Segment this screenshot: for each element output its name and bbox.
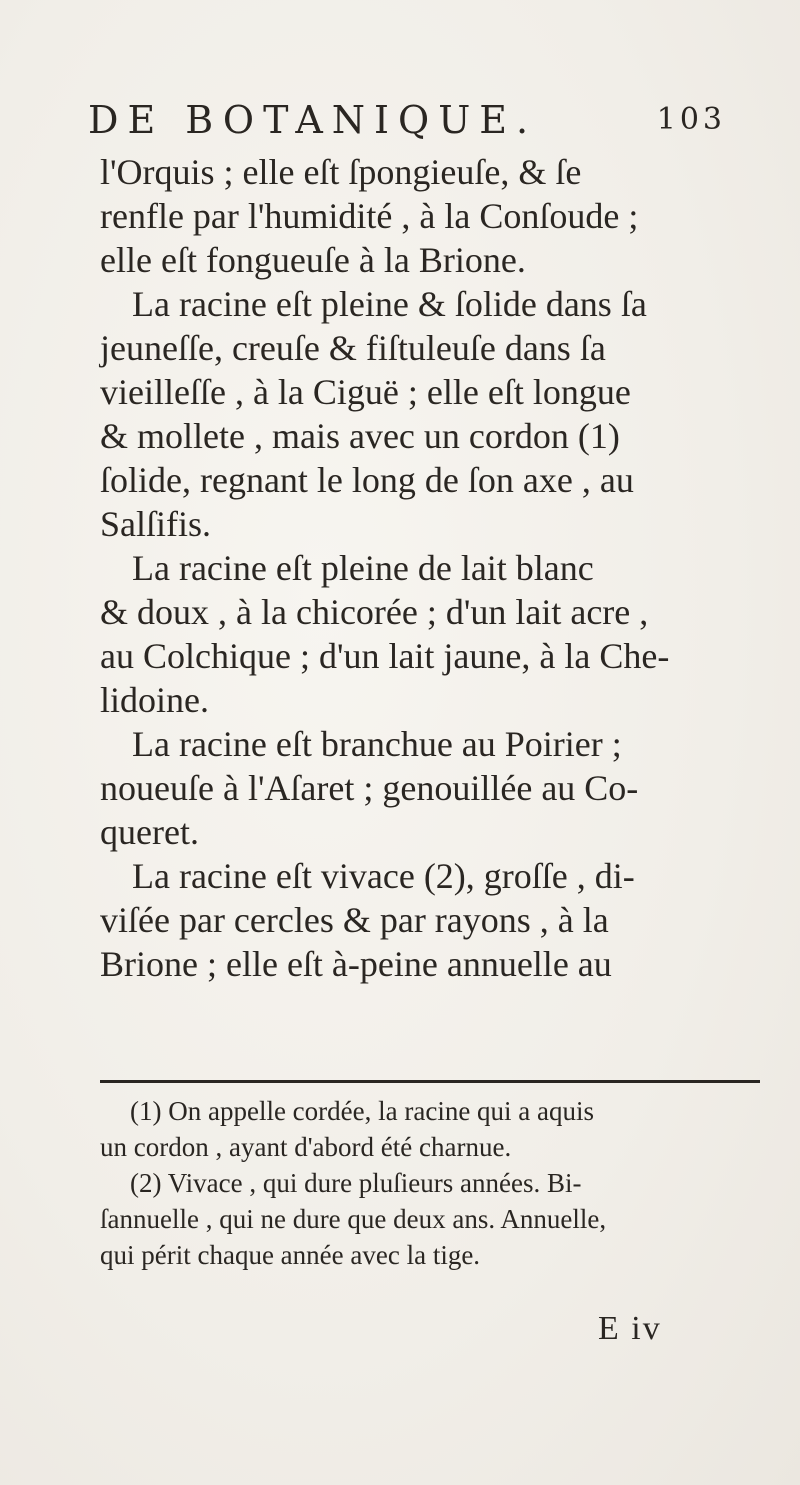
text-line: Salſifis.	[100, 504, 212, 544]
running-title: DE BOTANIQUE.	[88, 98, 538, 142]
footnote-line: (1) On appelle cordée, la racine qui a aquis	[130, 1096, 595, 1126]
text-line: La racine eſt branchue au Poirier ;	[132, 724, 622, 764]
footnote-rule	[100, 1080, 760, 1083]
text-line: La racine eſt pleine & ſolide dans ſa	[132, 284, 647, 324]
footnote-line: ſannuelle , qui ne dure que deux ans. Annuelle,	[100, 1204, 607, 1234]
footnote-line: (2) Vivace , qui dure pluſieurs années. Bi-	[130, 1168, 582, 1198]
text-line: jeuneſſe, creuſe & fiſtuleuſe dans ſa	[100, 328, 606, 368]
text-line: La racine eſt pleine de lait blanc	[132, 548, 594, 588]
text-line: Brione ; elle eſt à-peine annuelle au	[100, 944, 612, 984]
text-line: & doux , à la chicorée ; d'un lait acre ,	[100, 592, 649, 632]
text-line: lidoine.	[100, 680, 209, 720]
text-line: au Colchique ; d'un lait jaune, à la Che-	[100, 636, 670, 676]
footnote-line: un cordon , ayant d'abord été charnue.	[100, 1132, 512, 1162]
signature-mark: E iv	[598, 1310, 662, 1347]
footnote-line: qui périt chaque année avec la tige.	[100, 1240, 481, 1270]
text-line: renfle par l'humidité , à la Conſoude ;	[100, 196, 639, 236]
text-line: elle eſt fongueuſe à la Brione.	[100, 240, 526, 280]
text-line: vieilleſſe , à la Ciguë ; elle eſt longue	[100, 372, 631, 412]
text-line: queret.	[100, 812, 199, 852]
page-header	[88, 100, 748, 150]
main-text	[100, 150, 770, 986]
footnotes	[100, 1093, 770, 1273]
text-line: viſée par cercles & par rayons , à la	[100, 900, 609, 940]
text-line: La racine eſt vivace (2), groſſe , di-	[132, 856, 635, 896]
text-line: noueuſe à l'Aſaret ; genouillée au Co-	[100, 768, 639, 808]
page-number: 103	[656, 102, 726, 137]
text-line: & mollete , mais avec un cordon (1)	[100, 416, 620, 456]
text-line: ſolide, regnant le long de ſon axe , au	[100, 460, 634, 500]
text-line: l'Orquis ; elle eſt ſpongieuſe, & ſe	[100, 152, 582, 192]
